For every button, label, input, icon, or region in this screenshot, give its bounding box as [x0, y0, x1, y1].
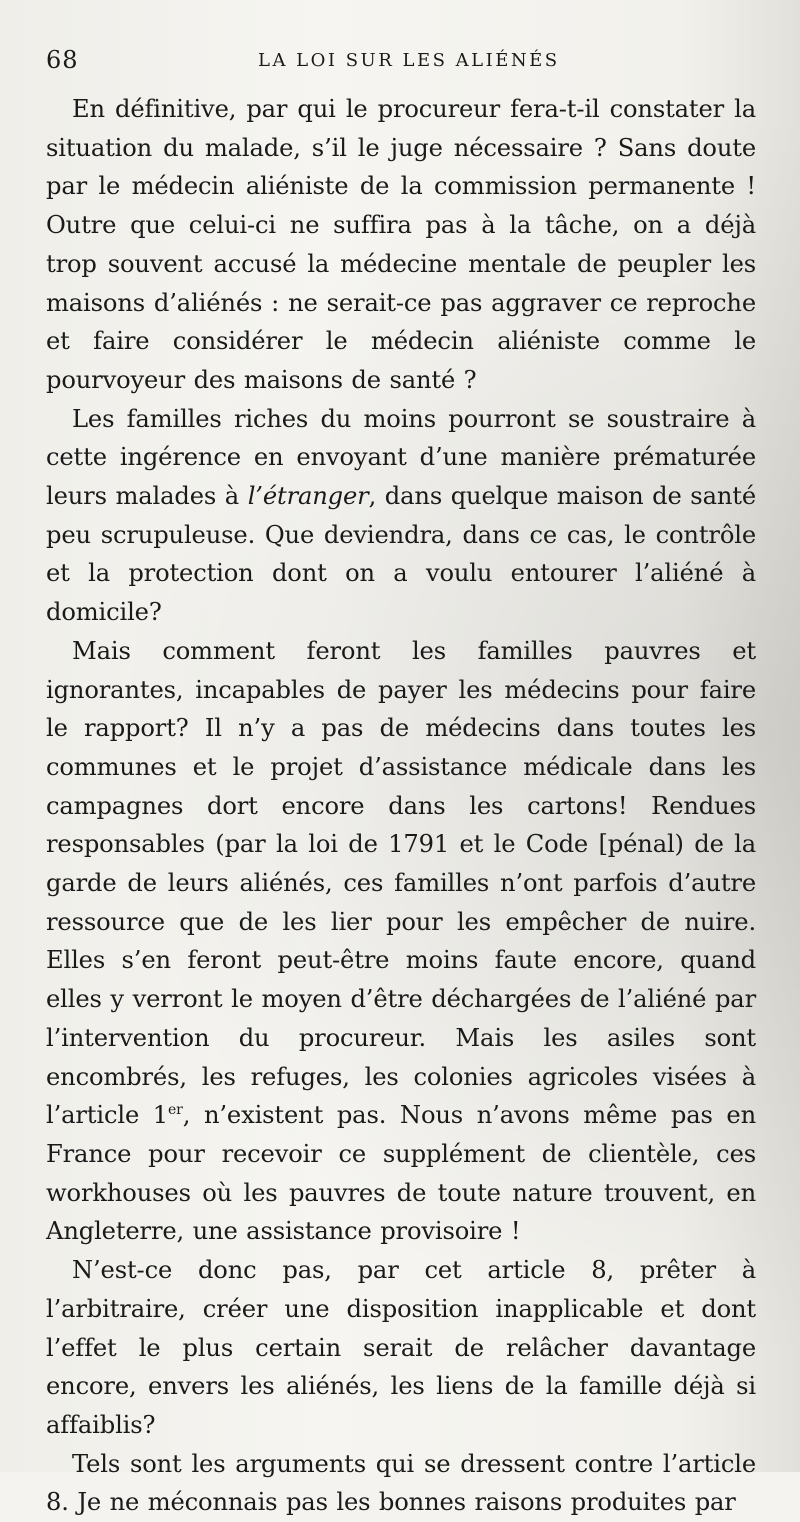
paragraph-1: En définitive, par qui le procureur fera-t-il constater la situation du malade, s’il le juge nécessaire ? Sans doute par le médecin aliéniste de la commission permanente ! Outre que celui-ci ne suffira pas à la tâche, on a déjà trop souvent accusé la médecine mentale de peupler les maisons d’aliénés : ne serait-ce pas aggraver ce reproche et faire considérer le médecin aliéniste comme le pourvoyeur des maisons de santé ? [46, 95, 756, 394]
page-number: 68 [46, 46, 79, 74]
superscript-er: er [168, 1102, 183, 1119]
running-title: LA LOI SUR LES ALIÉNÉS [258, 50, 560, 71]
paragraph-2-part-b: , dans quelque maison de santé peu scrupuleuse. Que deviendra, dans ce cas, le contrôle et la protection dont on a voulu entourer l’aliéné à domicile? [46, 482, 756, 627]
italic-word: l’étranger [247, 482, 369, 511]
paragraph-2 [46, 400, 756, 632]
page-header [46, 42, 756, 82]
paragraph-5: Tels sont les arguments qui se dressent contre l’article 8. Je ne méconnais pas les bonnes raisons produites par [46, 1449, 756, 1517]
body-text [46, 90, 756, 1522]
paragraph-3 [46, 632, 756, 1251]
paragraph-3-part-a: Mais comment feront les familles pauvres et ignorantes, incapables de payer les médecins pour faire le rapport? Il n’y a pas de médecins dans toutes les communes et le projet d’assistance médicale dans les campagnes dort encore dans les cartons! Rendues responsables (par la loi de 1791 et le Code [pénal) de la garde de leurs aliénés, ces familles n’ont parfois d’autre ressource que de les lier pour les empêcher de nuire. Elles s’en feront peut-être moins faute encore, quand elles y verront le moyen d’être déchargées de l’aliéné par l’intervention du procureur. Mais les asiles sont encombrés, les refuges, les colonies agricoles visées à l’article 1 [46, 636, 756, 1130]
paragraph-4: N’est-ce donc pas, par cet article 8, prêter à l’arbitraire, créer une disposition inapplicable et dont l’effet le plus certain serait de relâcher davantage encore, envers les aliénés, les liens de la famille déjà si affaiblis? [46, 1256, 756, 1439]
paragraph-2-part-a: Les familles riches du moins pourront se soustraire à cette ingérence en envoyant d’une manière prématurée leurs malades à [46, 404, 756, 511]
paragraph-3-part-b: , n’existent pas. Nous n’avons même pas en France pour recevoir ce supplément de clientèle, ces workhouses où les pauvres de toute nature trouvent, en Angleterre, une assistance provisoire ! [46, 1101, 757, 1246]
